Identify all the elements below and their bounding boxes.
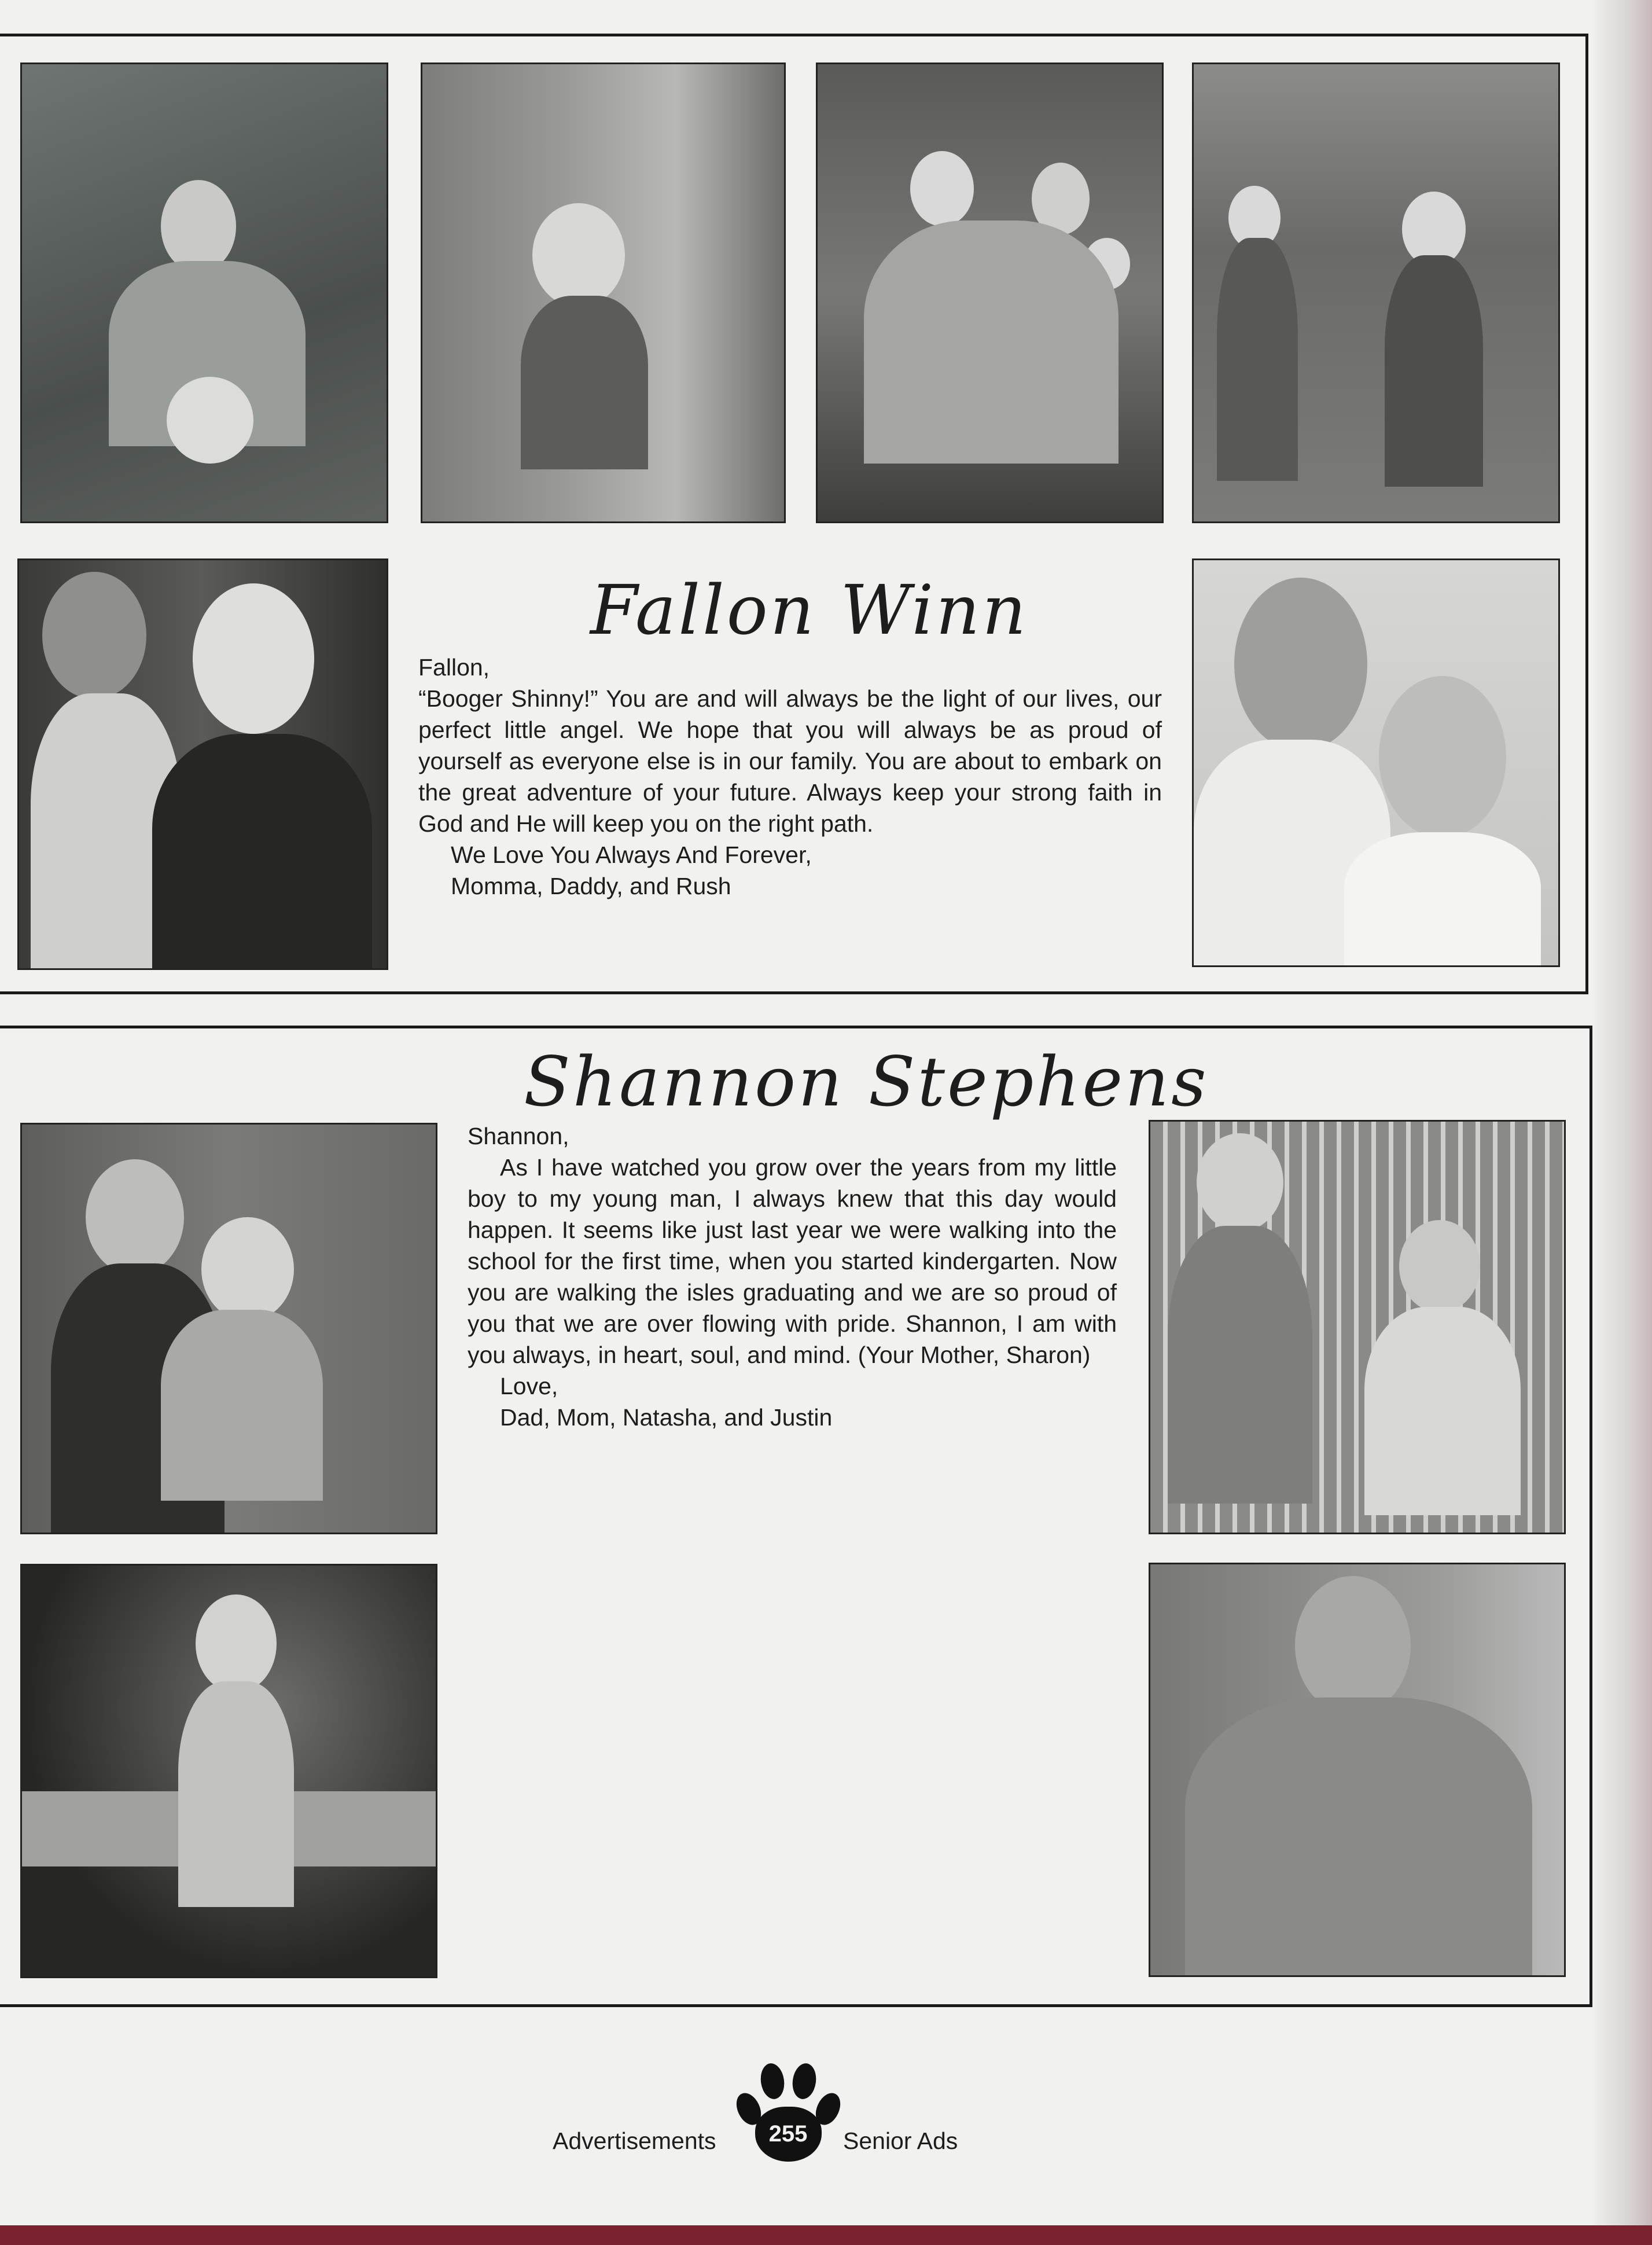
photo-toddler-on-couch xyxy=(421,63,786,523)
photo-two-toddlers-by-gate xyxy=(1149,1120,1566,1534)
footer-section-subtitle: Senior Ads xyxy=(843,2128,958,2154)
photo-toddler-sitting-on-log xyxy=(20,1564,437,1978)
ad-heading-fallon: Fallon Winn xyxy=(590,570,1029,650)
page-number: 255 xyxy=(768,2121,808,2147)
ad-letter-shannon xyxy=(468,1120,1117,1433)
letter-salutation: Fallon, xyxy=(418,654,490,681)
photo-young-man-portrait xyxy=(1149,1563,1566,1977)
page-bottom-band xyxy=(0,2225,1652,2245)
photo-couple-portrait xyxy=(1192,559,1560,967)
photo-father-and-daughter xyxy=(17,559,388,970)
letter-closing: Love, xyxy=(500,1373,558,1399)
photo-two-kids-with-baskets xyxy=(1192,63,1560,523)
page-edge xyxy=(1594,0,1652,2245)
paw-print-icon xyxy=(735,2060,842,2165)
letter-body: As I have watched you grow over the years from my little boy to my young man, I always knew that this day would happen. It seems like just last year we were walking into the school for the first time, when you started kindergarten. Now you are walking the isles graduating and we are so proud of you that we are over flowing with pride. Shannon, I am with you always, in heart, soul, and mind. (Your Mother, Sharon) xyxy=(468,1154,1117,1368)
photo-family-of-four xyxy=(816,63,1164,523)
photo-boy-holding-baby xyxy=(20,1123,437,1534)
photo-mother-with-baby xyxy=(20,63,388,523)
letter-body: “Booger Shinny!” You are and will always be the light of our lives, our perfect little angel. We hope that you will always be as proud of yourself as everyone else is in our family. You are about to embark on the great adventure of your future. Always keep your strong faith in God and He will keep you on the right path. xyxy=(418,685,1162,837)
ad-heading-shannon: Shannon Stephens xyxy=(524,1042,1209,1122)
footer-section-label: Advertisements xyxy=(553,2128,716,2154)
letter-salutation: Shannon, xyxy=(468,1123,569,1149)
letter-closing: We Love You Always And Forever, xyxy=(451,842,812,868)
ad-letter-fallon xyxy=(418,652,1162,902)
letter-signature: Momma, Daddy, and Rush xyxy=(451,873,731,899)
letter-signature: Dad, Mom, Natasha, and Justin xyxy=(500,1404,833,1431)
